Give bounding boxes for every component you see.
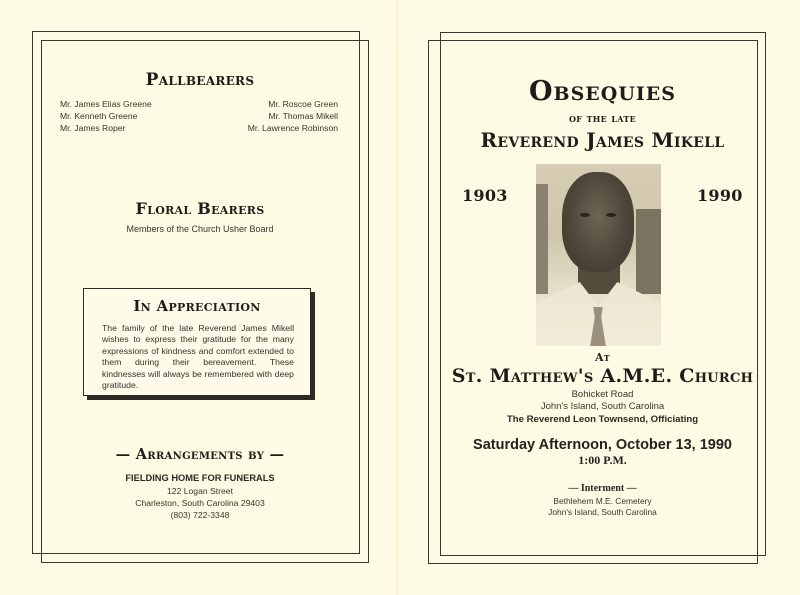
pallbearer-name: Mr. James Elias Greene bbox=[60, 99, 152, 109]
pallbearer-name: Mr. Roscoe Green bbox=[268, 99, 338, 109]
photo-background-left bbox=[536, 184, 548, 294]
cemetery-name: Bethlehem M.E. Cemetery bbox=[553, 496, 652, 506]
photo-background-right bbox=[636, 209, 661, 294]
pallbearer-name: Mr. Lawrence Robinson bbox=[247, 122, 338, 133]
appreciation-heading: In Appreciation bbox=[133, 297, 261, 315]
funeral-home-city: Charleston, South Carolina 29403 bbox=[135, 498, 265, 508]
at-label: At bbox=[594, 351, 611, 364]
birth-year: 1903 bbox=[462, 186, 508, 205]
funeral-home-street: 122 Logan Street bbox=[167, 486, 233, 496]
cemetery-city: John's Island, South Carolina bbox=[548, 507, 657, 517]
pallbearers-right-list bbox=[248, 99, 338, 134]
interment-location bbox=[440, 496, 765, 518]
deceased-name: Reverend James Mikell bbox=[480, 128, 725, 152]
church-city: John's Island, South Carolina bbox=[540, 401, 665, 412]
pallbearer-name: Mr. Thomas Mikell bbox=[268, 110, 338, 121]
pallbearers-heading: Pallbearers bbox=[145, 70, 255, 90]
church-name: St. Matthew's A.M.E. Church bbox=[451, 365, 754, 387]
interment-heading: — Interment — bbox=[568, 483, 637, 494]
funeral-home-name: FIELDING HOME FOR FUNERALS bbox=[125, 473, 275, 483]
death-year: 1990 bbox=[697, 186, 743, 205]
funeral-home-address bbox=[40, 485, 360, 521]
photo-head bbox=[562, 172, 634, 272]
floral-bearers-text: Members of the Church Usher Board bbox=[126, 224, 274, 234]
program-title: Obsequies bbox=[529, 76, 676, 107]
officiant: The Reverend Leon Townsend, Officiating bbox=[506, 414, 699, 425]
pallbearer-name: Mr. Kenneth Greene bbox=[60, 110, 138, 121]
portrait-photo bbox=[536, 164, 661, 346]
arrangements-heading: — Arrangements by — bbox=[115, 446, 285, 463]
pallbearer-name: Mr. James Roper bbox=[60, 122, 126, 133]
appreciation-text: The family of the late Reverend James Mikell wishes to express their gratitude for the many expressions of kindness and comfort extended to them during their bereavement. These kindnesses will always be remembered with deep gratitude. bbox=[102, 323, 294, 391]
service-date: Saturday Afternoon, October 13, 1990 bbox=[473, 437, 732, 453]
pallbearers-left-list bbox=[60, 99, 152, 134]
page-fold bbox=[396, 0, 399, 595]
floral-bearers-heading: Floral Bearers bbox=[135, 199, 265, 218]
photo-eye-left bbox=[580, 213, 590, 217]
service-time: 1:00 P.M. bbox=[578, 453, 627, 467]
funeral-home-phone: (803) 722-3348 bbox=[170, 510, 230, 520]
photo-eye-right bbox=[606, 213, 616, 217]
church-road: Bohicket Road bbox=[571, 389, 634, 400]
program-subtitle: of the late bbox=[568, 111, 636, 125]
